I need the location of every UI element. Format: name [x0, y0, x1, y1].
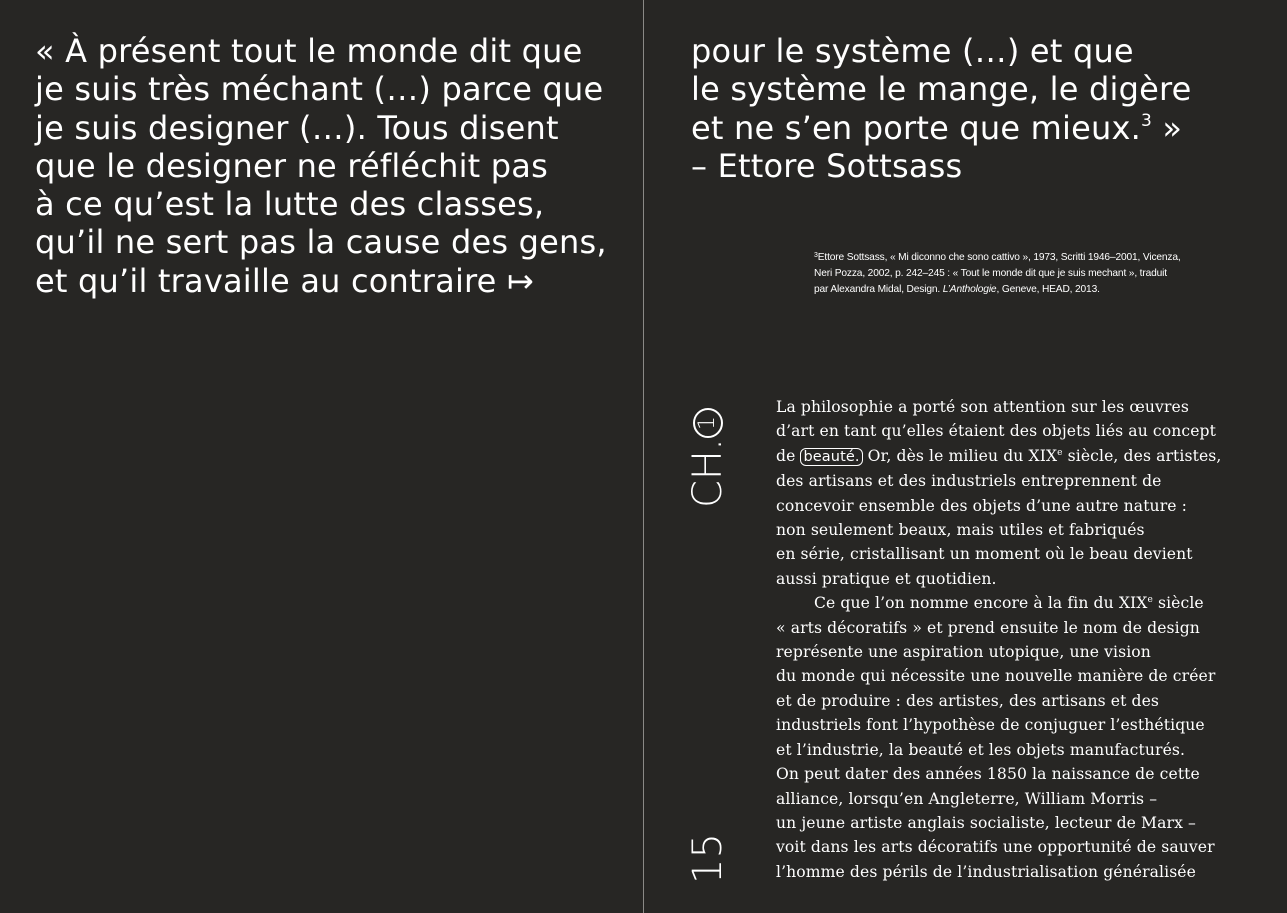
footnote-book-title: L’Anthologie [942, 284, 997, 295]
body-line: en série, cristallisant un moment où le beau devient [776, 545, 1193, 564]
body-line: et l’industrie, la beauté et les objets manufacturés. [776, 740, 1186, 759]
quote-close-mark: » [1152, 108, 1183, 147]
body-line: un jeune artiste anglais socialiste, lecteur de Marx – [776, 813, 1196, 832]
chapter-label: CH. [685, 437, 731, 508]
body-line [776, 591, 1221, 615]
quote-line: je suis designer (…). Tous disent [35, 108, 559, 147]
ordinal-superscript: e [1147, 595, 1153, 606]
footnote [814, 250, 1181, 298]
pull-quote-end [691, 32, 1192, 185]
right-page [644, 0, 1287, 913]
quote-text: et ne s’en porte que mieux. [691, 108, 1141, 147]
body-line: industriels font l’hypothèse de conjuguer l’esthétique [776, 716, 1205, 735]
quote-line: je suis très méchant (…) parce que [35, 70, 604, 109]
body-text-fragment: Ce que l’on nomme encore à la fin du XIX [814, 594, 1148, 613]
body-line: La philosophie a porté son attention sur les œuvres [776, 398, 1189, 416]
glossary-keyword[interactable]: beauté. [800, 448, 862, 466]
footnote-text: Neri Pozza, 2002, p. 242–245 : « Tout le monde dit que je suis mechant », traduit [814, 268, 1167, 279]
footnote-text: par Alexandra Midal, Design. [814, 284, 943, 295]
chapter-marker [685, 394, 731, 508]
footnote-reference[interactable]: 3 [1140, 110, 1153, 131]
body-line: On peut dater des années 1850 la naissance de cette [776, 765, 1200, 784]
body-line: non seulement beaux, mais utiles et fabriqués [776, 521, 1145, 540]
body-text-fragment: Or, dès le milieu du XIX [862, 446, 1058, 465]
body-line: voit dans les arts décoratifs une opportunité de sauver [776, 838, 1215, 857]
body-line [776, 444, 1221, 469]
quote-line: et qu’il travaille au contraire ↦ [35, 261, 534, 300]
left-page [0, 0, 643, 913]
footnote-text: Ettore Sottsass, « Mi diconno che sono cattivo », 1973, Scritti 1946–2001, Vicenza, [817, 252, 1181, 263]
quote-line [691, 109, 1192, 147]
body-line: représente une aspiration utopique, une vision [776, 643, 1151, 662]
body-line: des artisans et des industriels entreprennent de [776, 472, 1162, 491]
pull-quote-start [35, 32, 607, 300]
footnote-text: , Geneve, HEAD, 2013. [996, 284, 1100, 295]
quote-line: « À présent tout le monde dit que [35, 32, 583, 70]
body-text-fragment: de [776, 446, 801, 465]
quote-line: qu’il ne sert pas la cause des gens, [35, 223, 607, 262]
body-line: et de produire : des artistes, des artisans et des [776, 691, 1160, 710]
quote-line: le système le mange, le digère [691, 70, 1192, 109]
body-line: du monde qui nécessite une nouvelle manière de créer [776, 667, 1216, 686]
footnote-number: 3 [814, 252, 818, 259]
body-line: d’art en tant qu’elles étaient des objets liés au concept [776, 422, 1216, 441]
body-text-fragment: siècle [1152, 594, 1204, 613]
ordinal-superscript: e [1057, 447, 1063, 458]
body-line: concevoir ensemble des objets d’une autre nature : [776, 496, 1187, 515]
quote-line: que le designer ne réfléchit pas [35, 146, 548, 185]
body-line: l’homme des périls de l’industrialisation généralisée [776, 862, 1196, 881]
quote-attribution: – Ettore Sottsass [691, 146, 963, 185]
body-text [776, 395, 1221, 884]
page-number: 15 [685, 833, 731, 884]
quote-line: pour le système (…) et que [691, 32, 1134, 70]
body-line: aussi pratique et quotidien. [776, 569, 997, 588]
body-line: « arts décoratifs » et prend ensuite le nom de design [776, 618, 1200, 637]
body-line: alliance, lorsqu’en Angleterre, William Morris – [776, 789, 1158, 808]
quote-line: à ce qu’est la lutte des classes, [35, 185, 545, 224]
body-text-fragment: siècle, des artistes, [1062, 446, 1222, 465]
chapter-number-circle: 1 [693, 408, 723, 438]
